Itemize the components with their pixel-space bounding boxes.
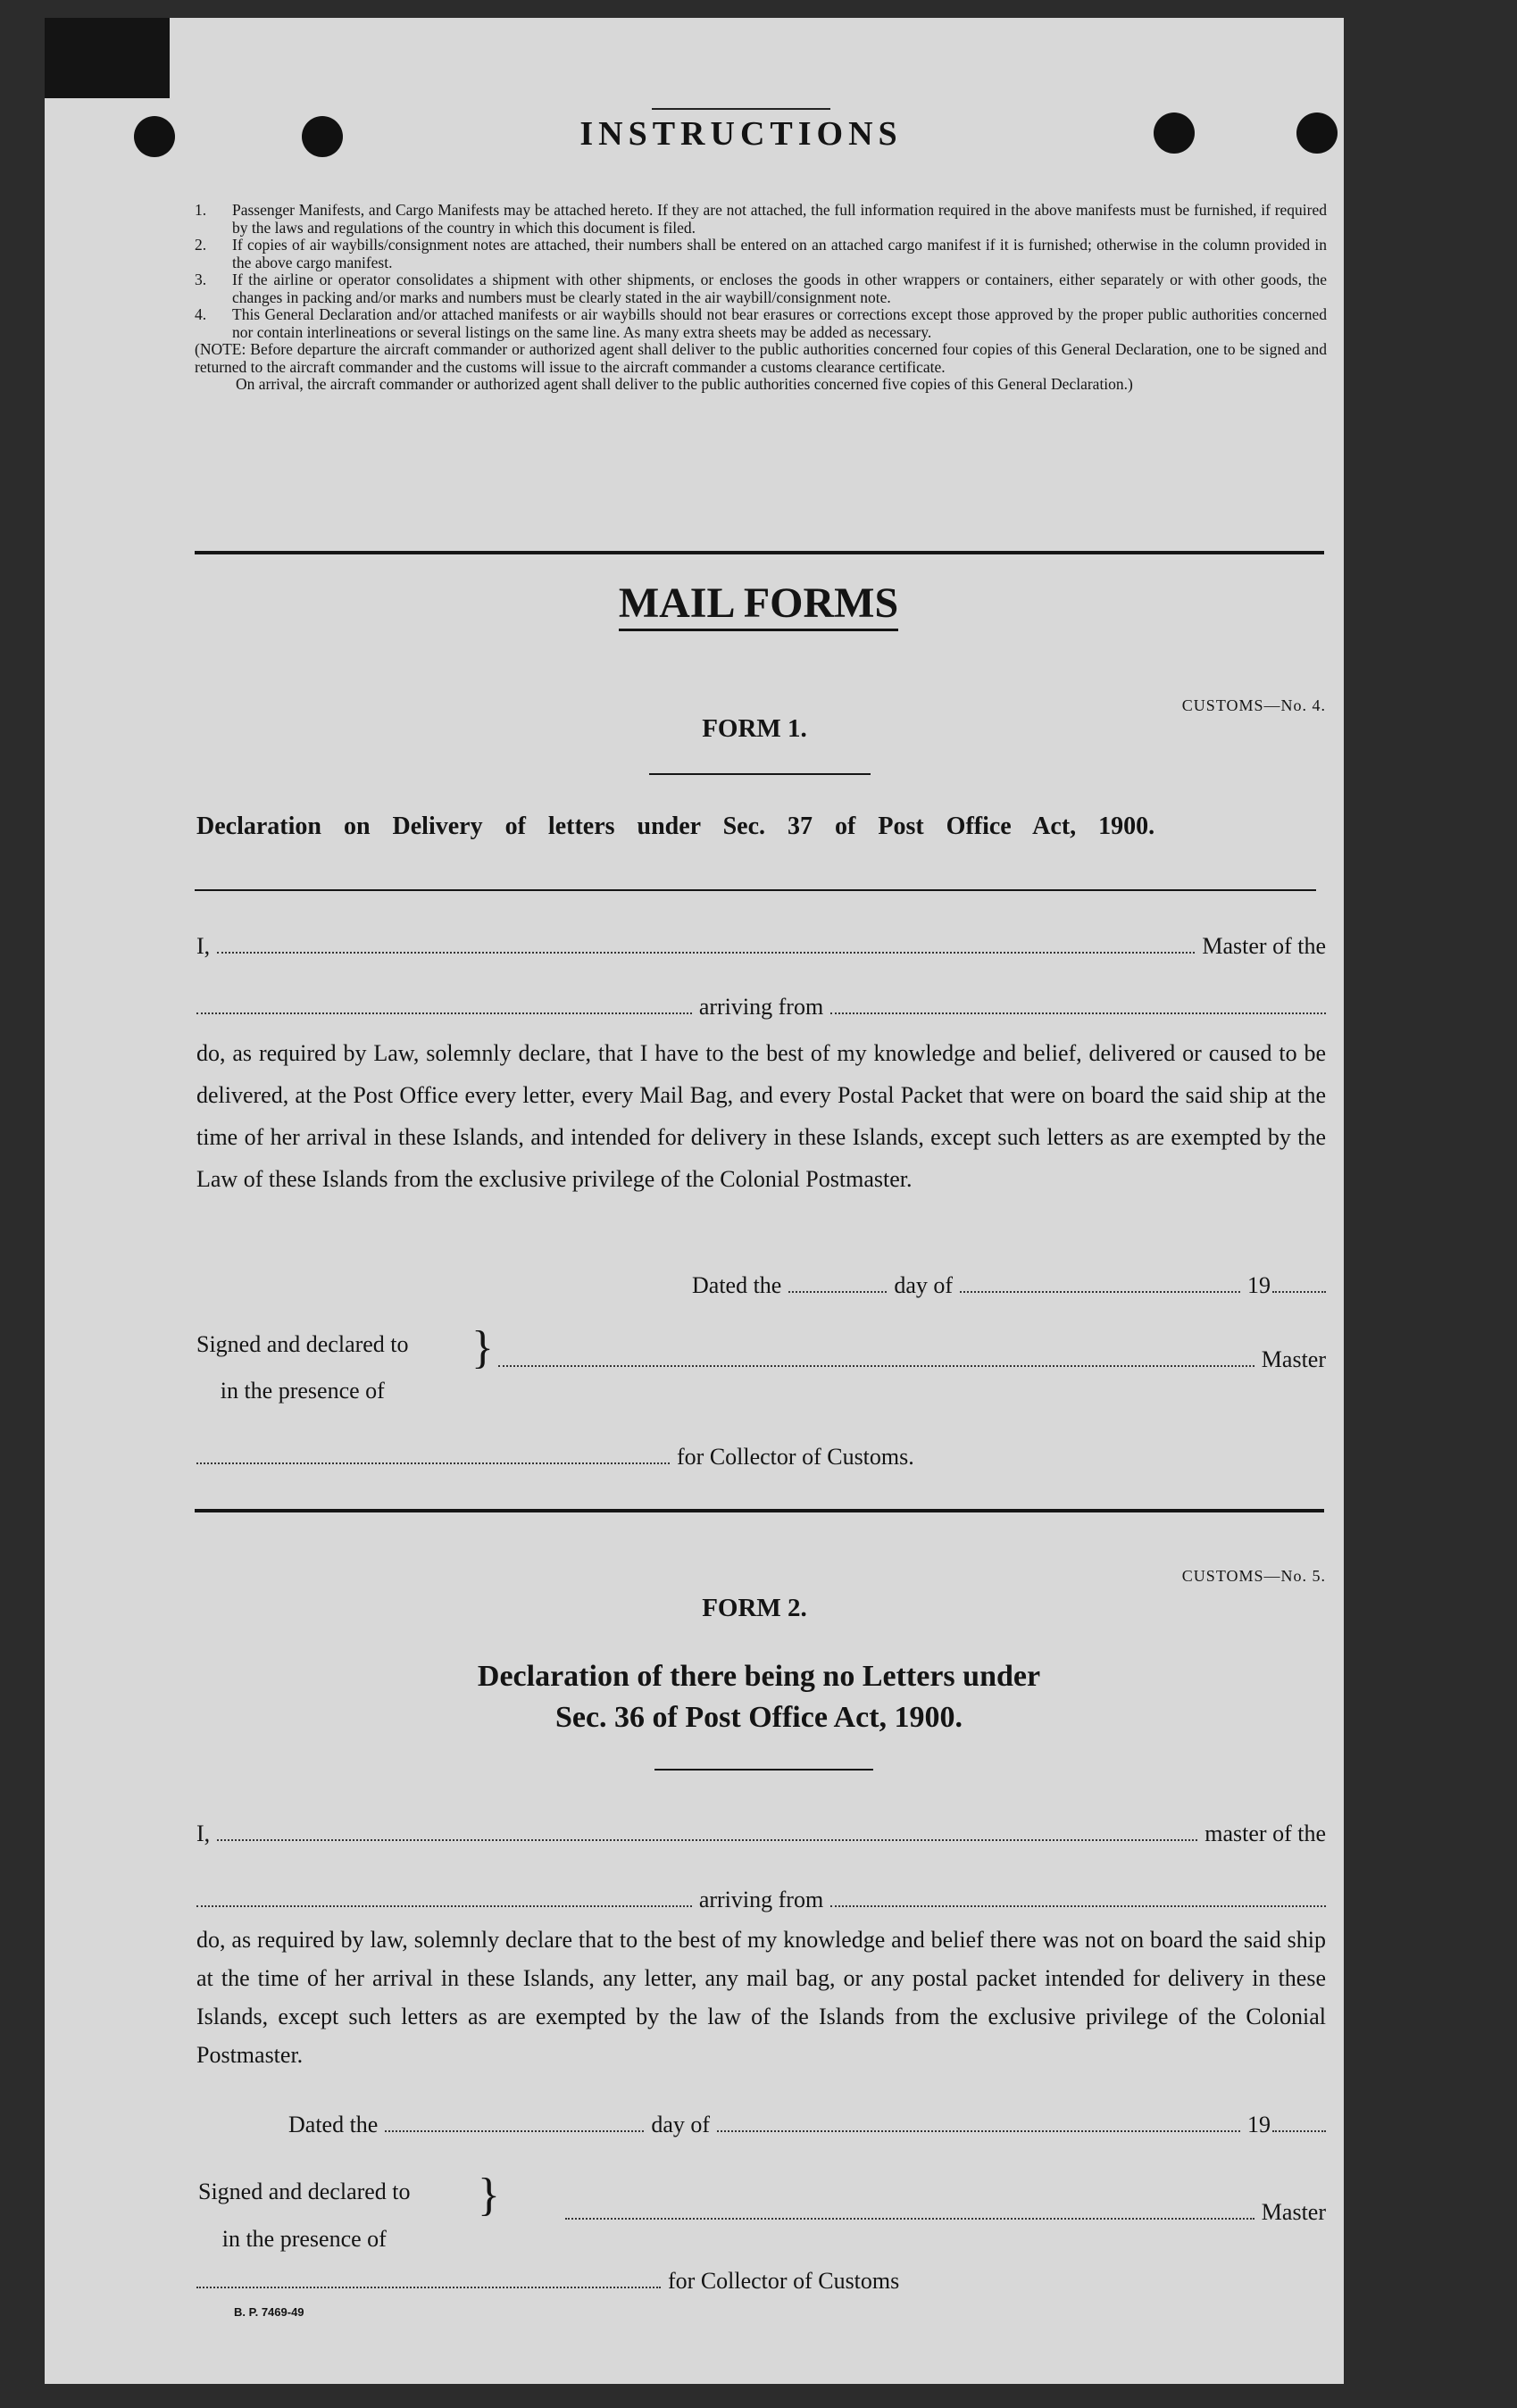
form1-dated-label: Dated the: [692, 1272, 782, 1298]
instruction-item: 2. If copies of air waybills/consignment notes are attached, their numbers shall be entered on an attached cargo manifest if it is furnished; otherwise in the column provided in the above cargo manifest.: [195, 236, 1327, 271]
form2-heading-rule: [654, 1769, 873, 1771]
instruction-item: 1. Passenger Manifests, and Cargo Manifests may be attached hereto. If they are not attached, the full information required in the above manifests must be furnished, if required by the laws and regulations of the country in which this document is filed.: [195, 201, 1327, 237]
form2-brace: }: [478, 2170, 500, 2221]
form1-year-label: 19: [1247, 1272, 1271, 1298]
instructions-title: INSTRUCTIONS: [579, 115, 903, 153]
form2-declaration-title: [196, 1656, 1321, 1738]
instruction-item: 4. This General Declaration and/or attached manifests or air waybills should not bear erasures or corrections except those approved by the proper public authorities concerned nor contain interlineations or several listings on the same line. As many extra sheets may be added as necessary.: [195, 305, 1327, 341]
form2-master-label: Master: [1261, 2199, 1326, 2225]
form2-arriving-line: [196, 1887, 1326, 1913]
form2-heading: FORM 2.: [702, 1594, 807, 1622]
form2-signed-label: Signed and declared to: [198, 2179, 411, 2204]
form2-dated-line: [288, 2112, 1326, 2138]
punch-hole: [1296, 112, 1338, 154]
form2-presence-label: in the presence of: [221, 2226, 387, 2252]
form2-year-label: 19: [1247, 2112, 1271, 2137]
form1-day-of-label: day of: [894, 1272, 954, 1298]
form1-declaration-title: Declaration on Delivery of letters under Sec. 37 of Post Office Act, 1900.: [196, 812, 1155, 840]
form2-ship-field[interactable]: [196, 1889, 692, 1907]
form1-collector-signature-field[interactable]: [196, 1446, 670, 1464]
form1-master-label: Master: [1261, 1346, 1326, 1372]
form1-body-text: do, as required by Law, solemnly declare, that I have to the best of my knowledge and belief, delivered or caused to be delivered, at the Post Office every letter, every Mail Bag, and every Postal Packet that were on board the said ship at the time of her arrival in these Islands, and intended for delivery in these Islands, except such letters as are exempted by the Law of these Islands from the exclusive privilege of the Colonial Postmaster.: [196, 1040, 1326, 1192]
form2-title-line2: Sec. 36 of Post Office Act, 1900.: [554, 1701, 963, 1734]
form1-date-field[interactable]: [788, 1275, 887, 1293]
form1-master-line: [196, 933, 1326, 960]
mail-forms-title: MAIL FORMS: [0, 579, 1517, 628]
instruction-item: 3. If the airline or operator consolidates a shipment with other shipments, or encloses the goods in other wrappers or containers, either separately or with other goods, the changes in packing and/or marks and numbers must be clearly stated in the air waybill/consignment note.: [195, 271, 1327, 306]
form2-customs-number: CUSTOMS—No. 5.: [1181, 1567, 1326, 1585]
form1-origin-field[interactable]: [830, 996, 1326, 1014]
section-divider: [195, 551, 1324, 554]
form1-collector-label: for Collector of Customs.: [677, 1444, 914, 1470]
form2-title-line1: Declaration of there being no Letters under: [477, 1660, 1041, 1693]
form2-year-field[interactable]: [1272, 2114, 1326, 2132]
punch-hole: [302, 116, 343, 157]
form2-master-signature-field[interactable]: [565, 2202, 1254, 2220]
form1-signed-label: Signed and declared to: [196, 1331, 409, 1357]
form2-collector-signature-field[interactable]: [196, 2271, 661, 2288]
form2-master-sign-line: [565, 2199, 1326, 2226]
form2-master-of-label: master of the: [1204, 1821, 1326, 1846]
form2-signed-block: [198, 2168, 411, 2262]
form2-origin-field[interactable]: [830, 1889, 1326, 1907]
form1-master-of-label: Master of the: [1202, 933, 1326, 959]
form2-day-of-label: day of: [651, 2112, 711, 2137]
punch-hole: [1154, 112, 1195, 154]
printer-code: B. P. 7469-49: [234, 2305, 304, 2319]
form2-name-field[interactable]: [217, 1823, 1197, 1841]
form1-dated-line: [692, 1272, 1326, 1299]
punch-hole: [134, 116, 175, 157]
form2-dated-label: Dated the: [288, 2112, 379, 2137]
form1-master-signature-field[interactable]: [498, 1349, 1254, 1367]
form1-presence-label: in the presence of: [220, 1378, 385, 1404]
form1-year-field[interactable]: [1272, 1275, 1326, 1293]
form2-master-line: [196, 1821, 1326, 1847]
form1-month-field[interactable]: [960, 1275, 1240, 1293]
form2-collector-label: for Collector of Customs: [668, 2268, 900, 2294]
form2-i-label: I,: [196, 1821, 211, 1846]
instructions-list: [195, 202, 1327, 394]
form1-name-field[interactable]: [217, 936, 1195, 954]
instruction-note-arrival: On arrival, the aircraft commander or authorized agent shall deliver to the public authorities concerned five copies of this General Declaration.): [236, 375, 1133, 393]
form1-arriving-label: arriving from: [698, 994, 824, 1020]
form2-arriving-label: arriving from: [698, 1887, 824, 1912]
form1-signed-block: [196, 1321, 409, 1414]
form1-brace: }: [471, 1322, 494, 1373]
section-divider: [195, 1509, 1324, 1512]
form1-ship-field[interactable]: [196, 996, 692, 1014]
form2-collector-line: [196, 2268, 1000, 2295]
torn-corner: [45, 18, 170, 98]
form1-heading: FORM 1.: [702, 714, 807, 743]
form1-heading-rule: [649, 773, 871, 775]
form1-master-sign-line: [491, 1346, 1326, 1373]
form1-title-rule: [195, 889, 1316, 891]
form2-date-field[interactable]: [385, 2114, 644, 2132]
form1-arriving-line: [196, 994, 1326, 1021]
instruction-note: (NOTE: Before departure the aircraft commander or authorized agent shall deliver to the public authorities concerned four copies of this General Declaration, one to be signed and returned to the aircraft commander and the customs will issue to the aircraft commander a customs clearance certificate.: [195, 340, 1327, 376]
form1-collector-line: [196, 1444, 982, 1471]
form1-i-label: I,: [196, 933, 211, 959]
form2-body-text: do, as required by law, solemnly declare that to the best of my knowledge and belief there was not on board the said ship at the time of her arrival in these Islands, any letter, any mail bag, or any postal packet intended for delivery in these Islands, except such letters as are exempted by the law of the Islands from the exclusive privilege of the Colonial Postmaster.: [196, 1927, 1326, 2068]
form1-customs-number: CUSTOMS—No. 4.: [1181, 696, 1326, 714]
title-overline: [652, 108, 830, 110]
form2-month-field[interactable]: [717, 2114, 1240, 2132]
